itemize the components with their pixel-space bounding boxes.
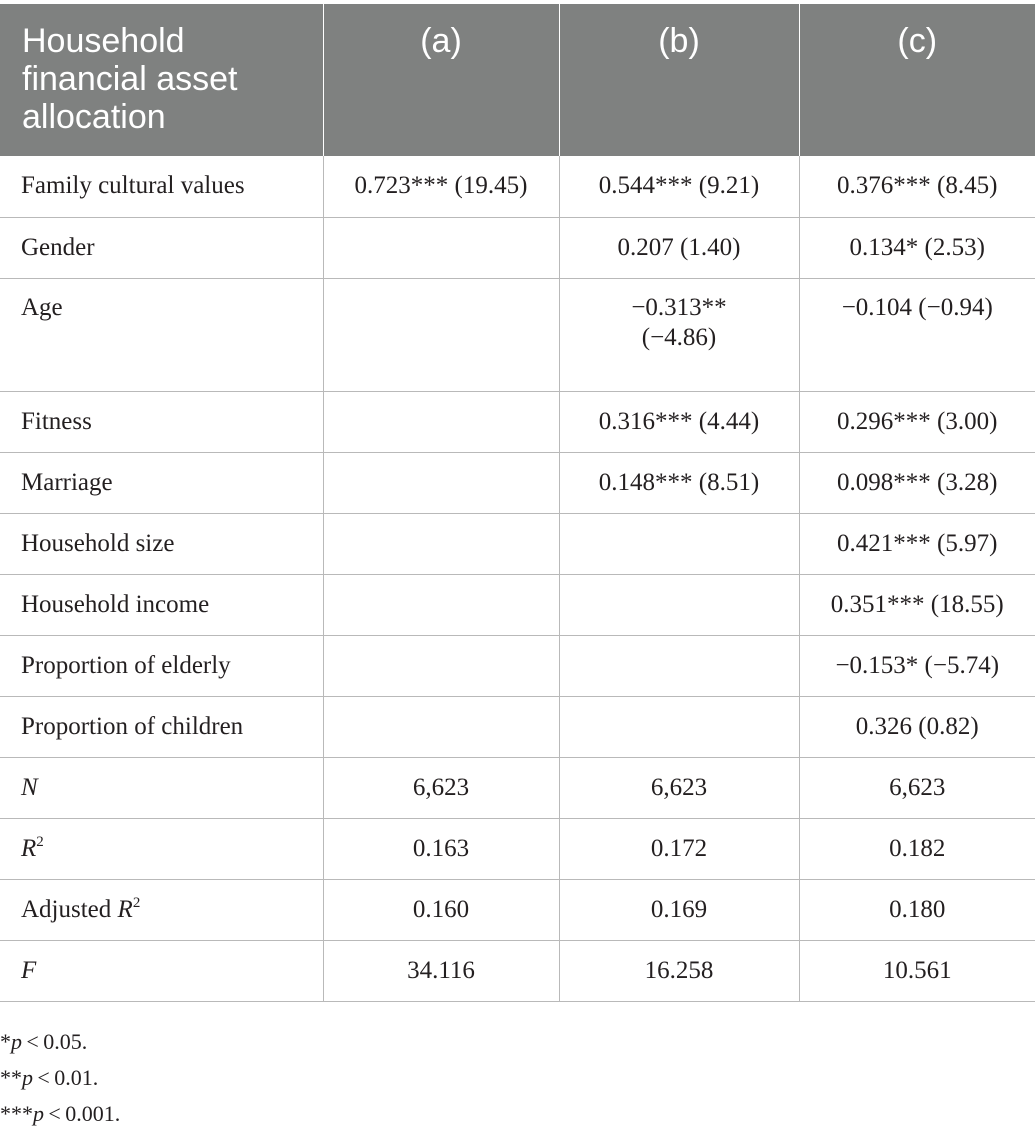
stats-row-n [0, 757, 1035, 818]
row-label [0, 940, 323, 1001]
cell-model-b: 0.172 [559, 818, 799, 879]
table-row [0, 156, 1035, 217]
note-stars: *** [0, 1101, 33, 1126]
cell-model-a: 0.723*** (19.45) [323, 156, 559, 217]
stat-prefix: Adjusted [21, 895, 118, 923]
cell-model-b [559, 278, 799, 391]
note-line [0, 1096, 120, 1132]
cell-model-b [559, 513, 799, 574]
cell-model-b: 0.148*** (8.51) [559, 452, 799, 513]
note-threshold: < 0.01. [33, 1065, 99, 1090]
cell-model-b: 0.544*** (9.21) [559, 156, 799, 217]
note-p: p [11, 1029, 22, 1054]
cell-model-c: 0.098*** (3.28) [799, 452, 1035, 513]
table-row [0, 513, 1035, 574]
stat-symbol: N [21, 773, 38, 801]
cell-model-a [323, 635, 559, 696]
row-label: Age [0, 278, 323, 391]
table-row [0, 217, 1035, 278]
cell-model-b-coefficient: −0.313** [631, 293, 727, 321]
row-label [0, 757, 323, 818]
regression-results-table [0, 4, 1035, 1002]
stat-symbol: R [21, 834, 37, 862]
stat-symbol: F [21, 956, 37, 984]
table-row [0, 696, 1035, 757]
cell-model-a: 0.163 [323, 818, 559, 879]
cell-model-c: 0.182 [799, 818, 1035, 879]
cell-model-a: 34.116 [323, 940, 559, 1001]
header-model-c: (c) [799, 4, 1035, 156]
row-label: Proportion of children [0, 696, 323, 757]
note-stars: ** [0, 1065, 22, 1090]
table-header-row [0, 4, 1035, 156]
cell-model-c: 6,623 [799, 757, 1035, 818]
table-row [0, 574, 1035, 635]
cell-model-b [559, 635, 799, 696]
cell-model-c: 0.180 [799, 879, 1035, 940]
cell-model-a [323, 278, 559, 391]
cell-model-c: −0.104 (−0.94) [799, 278, 1035, 391]
cell-model-b: 0.169 [559, 879, 799, 940]
note-threshold: < 0.05. [22, 1029, 88, 1054]
cell-model-b: 6,623 [559, 757, 799, 818]
cell-model-a: 6,623 [323, 757, 559, 818]
row-label [0, 818, 323, 879]
table-row [0, 278, 1035, 391]
stat-superscript: 2 [36, 833, 44, 850]
table-row [0, 452, 1035, 513]
note-p: p [22, 1065, 33, 1090]
stats-row-r2 [0, 818, 1035, 879]
cell-model-b: 16.258 [559, 940, 799, 1001]
cell-model-a [323, 452, 559, 513]
table-row [0, 635, 1035, 696]
row-label: Household size [0, 513, 323, 574]
cell-model-c: 0.134* (2.53) [799, 217, 1035, 278]
note-p: p [33, 1101, 44, 1126]
row-label: Fitness [0, 391, 323, 452]
cell-model-a [323, 391, 559, 452]
row-label: Gender [0, 217, 323, 278]
cell-model-a [323, 696, 559, 757]
cell-model-c: 0.376*** (8.45) [799, 156, 1035, 217]
stat-symbol: R [117, 895, 133, 923]
stats-row-adjusted-r2 [0, 879, 1035, 940]
cell-model-c: 0.326 (0.82) [799, 696, 1035, 757]
header-model-b: (b) [559, 4, 799, 156]
stat-superscript: 2 [132, 894, 141, 911]
row-label: Family cultural values [0, 156, 323, 217]
significance-notes [0, 1024, 120, 1132]
cell-model-c: −0.153* (−5.74) [799, 635, 1035, 696]
row-label: Marriage [0, 452, 323, 513]
cell-model-c: 0.296*** (3.00) [799, 391, 1035, 452]
cell-model-b-tstat: (−4.86) [641, 323, 717, 351]
table-row [0, 391, 1035, 452]
note-line [0, 1060, 120, 1096]
cell-model-a: 0.160 [323, 879, 559, 940]
cell-model-a [323, 574, 559, 635]
cell-model-a [323, 513, 559, 574]
note-stars: * [0, 1029, 11, 1054]
row-label: Proportion of elderly [0, 635, 323, 696]
note-line [0, 1024, 120, 1060]
stats-row-f [0, 940, 1035, 1001]
header-dependent-variable: Household financial asset allocation [0, 4, 323, 156]
header-model-a: (a) [323, 4, 559, 156]
cell-model-a [323, 217, 559, 278]
cell-model-c: 0.351*** (18.55) [799, 574, 1035, 635]
cell-model-c: 10.561 [799, 940, 1035, 1001]
row-label [0, 879, 323, 940]
cell-model-c: 0.421*** (5.97) [799, 513, 1035, 574]
cell-model-b [559, 696, 799, 757]
row-label: Household income [0, 574, 323, 635]
note-threshold: < 0.001. [44, 1101, 121, 1126]
cell-model-b: 0.207 (1.40) [559, 217, 799, 278]
cell-model-b: 0.316*** (4.44) [559, 391, 799, 452]
cell-model-b [559, 574, 799, 635]
